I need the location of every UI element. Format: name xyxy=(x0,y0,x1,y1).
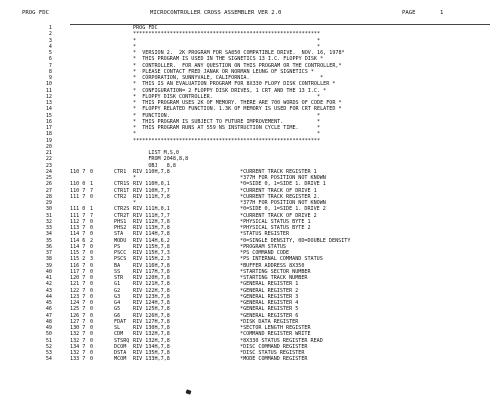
label: G5 xyxy=(114,306,121,313)
line-number: 23 xyxy=(45,162,52,169)
address: 112 7 xyxy=(70,218,86,225)
line-number: 38 xyxy=(45,256,52,263)
comment: *GENERAL REGISTER 1 xyxy=(240,281,299,288)
label: STA xyxy=(114,231,124,238)
line-number: 45 xyxy=(45,300,52,306)
line-number: 36 xyxy=(45,243,52,250)
source: * CONTROLLER. FOR ANY QUESTION ON THIS PROGRAM OR THE CONTROLLER,* xyxy=(133,62,342,69)
address: 121 7 xyxy=(70,281,86,288)
source: * xyxy=(133,175,137,181)
address: 114 7 xyxy=(70,243,86,250)
source: RIV 130H,7,8 xyxy=(133,325,170,331)
label: G3 xyxy=(114,293,121,300)
comment: *8X330 STATUS REGISTER READ xyxy=(240,337,323,344)
line-number: 48 xyxy=(45,318,52,325)
line-number: 40 xyxy=(45,268,52,275)
line-number: 49 xyxy=(45,325,52,331)
source: RIV 111H,7,7 xyxy=(133,212,170,219)
object-code: 0 xyxy=(90,275,94,281)
source: * THIS PROGRAM RUNS AT 559 NS INSTRUCTION CYCLE TIME. * xyxy=(133,125,321,131)
label: G4 xyxy=(114,300,121,306)
address: 115 7 xyxy=(70,250,86,256)
object-code: 0 xyxy=(90,287,94,294)
address: 116 7 xyxy=(70,262,86,269)
assembly-listing xyxy=(0,25,500,363)
address: 132 7 xyxy=(70,331,86,338)
line-number: 24 xyxy=(45,168,52,175)
comment: *GENERAL REGISTER 4 xyxy=(240,300,299,306)
source: * CONFIGURATION= 2 FLOPPY DISK DRIVES, 1 CRT AND THE 13 I.C. * xyxy=(133,87,327,94)
object-code: 0 xyxy=(90,300,94,306)
address: 114 6 xyxy=(70,237,86,244)
line-number: 12 xyxy=(45,93,52,100)
source: * THIS PROGRAM IS SUBJECT TO FUTURE IMPROVEMENT. * xyxy=(133,118,321,125)
object-code: 0 xyxy=(90,318,94,325)
line-number: 50 xyxy=(45,331,52,338)
line-number: 1 xyxy=(48,25,52,31)
line-number: 34 xyxy=(45,231,52,238)
comment: *CURRENT TRACK REGISTER 2. xyxy=(240,193,320,200)
source: RIV 133H,7,8 xyxy=(133,356,170,363)
line-number: 19 xyxy=(45,137,52,144)
address: 124 7 xyxy=(70,300,86,306)
source: RIV 121H,7,8 xyxy=(133,281,170,288)
address: 133 7 xyxy=(70,356,86,363)
label: STR xyxy=(114,275,124,281)
line-number: 44 xyxy=(45,293,52,300)
object-code: 1 xyxy=(90,181,94,188)
line-number: 32 xyxy=(45,218,52,225)
line-number: 33 xyxy=(45,225,52,231)
line-number: 3 xyxy=(48,37,52,44)
source: * FLOPPY DISK CONTROLLER. * xyxy=(133,93,321,100)
address: 111 7 xyxy=(70,193,86,200)
source: * THIS PROGRAM IS USED IN THE SIGNETICS 13 I.C. FLOPPY DISK * xyxy=(133,56,324,63)
label: CTR1 xyxy=(114,168,127,175)
source: RIV 127H,7,8 xyxy=(133,318,170,325)
label: CTR2 xyxy=(114,193,127,200)
address: 125 7 xyxy=(70,306,86,313)
line-number: 18 xyxy=(45,131,52,138)
object-code: 7 xyxy=(90,212,94,219)
comment: *0=SIDE 0, 1=SIDE 1. DRIVE 2 xyxy=(240,206,326,213)
object-code: 0 xyxy=(90,356,94,363)
object-code: 0 xyxy=(90,293,94,300)
page-number: 1 xyxy=(440,10,444,16)
comment: *PS INTERNAL COMMAND STATUS xyxy=(240,256,323,263)
listing-header xyxy=(0,8,500,18)
object-code: 0 xyxy=(90,250,94,256)
object-code: 0 xyxy=(90,231,94,238)
line-number: 2 xyxy=(48,31,52,38)
label: DSTA xyxy=(114,350,127,356)
source: RIV 117H,7,8 xyxy=(133,268,170,275)
line-number: 41 xyxy=(45,275,52,281)
source: RIV 116H,7,8 xyxy=(133,262,170,269)
object-code: 0 xyxy=(90,337,94,344)
comment: *STATUS REGISTER xyxy=(240,231,290,238)
line-number: 17 xyxy=(45,125,52,131)
comment: *DISC STATUS REGISTER xyxy=(240,350,305,356)
object-code: 0 xyxy=(90,306,94,313)
address: 126 7 xyxy=(70,312,86,319)
line-number: 47 xyxy=(45,312,52,319)
object-code: 0 xyxy=(90,312,94,319)
object-code: 0 xyxy=(90,343,94,350)
label: PS xyxy=(114,243,121,250)
source: * THIS PROGRAM USES 2K OF MEMORY. THERE ARE 700 WORDS OF CODE FOR * xyxy=(133,100,342,106)
object-code: 0 xyxy=(90,350,94,356)
comment: *STARTING TRACK NUMBER xyxy=(240,275,308,281)
comment: *STARTING SECTOR NUMBER xyxy=(240,268,311,275)
object-code: 1 xyxy=(90,206,94,213)
source: RIV 114H,7,8 xyxy=(133,231,170,238)
source: RIV 115H,7,3 xyxy=(133,250,170,256)
source: RIV 123H,7,8 xyxy=(133,293,170,300)
comment: *PHYSICAL STATUS BYTE 2 xyxy=(240,225,311,231)
line-number: 4 xyxy=(48,43,52,50)
object-code: 3 xyxy=(90,256,94,263)
source: RIV 112H,7,8 xyxy=(133,218,170,225)
line-number: 54 xyxy=(45,356,52,363)
source: RIV 122H,7,8 xyxy=(133,287,170,294)
label: PHS1 xyxy=(114,218,127,225)
line-number: 11 xyxy=(45,87,52,94)
line-number: 39 xyxy=(45,262,52,269)
object-code: 0 xyxy=(90,168,94,175)
line-number: 26 xyxy=(45,181,52,188)
line-number: 42 xyxy=(45,281,52,288)
line-number: 25 xyxy=(45,175,52,181)
line-number: 37 xyxy=(45,250,52,256)
label: G6 xyxy=(114,312,121,319)
line-number: 27 xyxy=(45,187,52,194)
address: 127 7 xyxy=(70,318,86,325)
label: STSRQ xyxy=(114,337,130,344)
label: CDM xyxy=(114,331,124,338)
comment: *BUFFER ADDRESS 8X350 xyxy=(240,262,305,269)
comment: *377H FOR POSITION NOT KNOWN xyxy=(240,200,326,206)
object-code: 7 xyxy=(90,187,94,194)
object-code: 0 xyxy=(90,325,94,331)
source: * * xyxy=(133,131,321,138)
line-number: 6 xyxy=(48,56,52,63)
source: RIV 110H,7,7 xyxy=(133,187,170,194)
object-code: 0 xyxy=(90,262,94,269)
comment: *0=SIDE 0, 1=SIDE 1. DRIVE 1 xyxy=(240,181,326,188)
program-name: PROG FDC xyxy=(22,10,49,16)
label: SS xyxy=(114,268,121,275)
source: RIV 115H,7,8 xyxy=(133,243,170,250)
label: CTR1S xyxy=(114,181,130,188)
line-number: 53 xyxy=(45,350,52,356)
source: PROG FDC xyxy=(133,25,158,31)
line-number: 30 xyxy=(45,206,52,213)
address: 110 7 xyxy=(70,168,86,175)
line-number: 21 xyxy=(45,150,52,156)
source: ************************************************************* xyxy=(133,137,321,144)
line-number: 8 xyxy=(48,68,52,75)
address: 113 7 xyxy=(70,225,86,231)
label: CTR2T xyxy=(114,212,130,219)
source: * CORPORATION, SUNNYVALE, CALIFORNIA. * xyxy=(133,75,324,81)
object-code: 0 xyxy=(90,193,94,200)
address: 130 7 xyxy=(70,325,86,331)
assembler-title: MICROCONTROLLER CROSS ASSEMBLER VER 2.0 xyxy=(150,10,282,16)
listing-line xyxy=(0,356,500,362)
comment: *GENERAL REGISTER 2 xyxy=(240,287,299,294)
line-number: 51 xyxy=(45,337,52,344)
line-number: 46 xyxy=(45,306,52,313)
comment: *PHYSICAL STATUS BYTE 1 xyxy=(240,218,311,225)
label: PSCS xyxy=(114,256,127,263)
source: * VERSION 2. 2K PROGRAM FOR SA850 COMPATIBLE DRIVE. NOV. 16, 1978* xyxy=(133,50,345,56)
source: LIST M,S,0 xyxy=(133,150,180,156)
object-code: 0 xyxy=(90,243,94,250)
line-number: 20 xyxy=(45,143,52,150)
address: 120 7 xyxy=(70,275,86,281)
source: RIV 115H,2,3 xyxy=(133,256,170,263)
source: RIV 135H,7,8 xyxy=(133,350,170,356)
comment: *GENERAL REGISTER 5 xyxy=(240,306,299,313)
source: RIV 111H,0,1 xyxy=(133,206,170,213)
object-code: 0 xyxy=(90,331,94,338)
address: 132 7 xyxy=(70,350,86,356)
line-number: 13 xyxy=(45,100,52,106)
source: * THIS IS AN EVALUATION PROGRAM FOR 8X330 FLOPY DISK CONTROLLER * xyxy=(133,81,336,88)
source: RIV 125H,7,8 xyxy=(133,306,170,313)
line-number: 5 xyxy=(48,50,52,56)
source: * * xyxy=(133,37,321,44)
address: 122 7 xyxy=(70,287,86,294)
comment: *CURRENT TRACK OF DRIVE 1 xyxy=(240,187,317,194)
label: MODU xyxy=(114,237,127,244)
comment: *MODE COMMAND REGISTER xyxy=(240,356,308,363)
line-number: 7 xyxy=(48,62,52,69)
line-number: 43 xyxy=(45,287,52,294)
source: * FLOPPY RELATED FUNCTION. 1.3K OF MEMORY IS USED FOR CRT RELATED * xyxy=(133,106,342,113)
source: ************************************************************* xyxy=(133,31,321,38)
address: 114 7 xyxy=(70,231,86,238)
label: G2 xyxy=(114,287,121,294)
comment: *377H FOR POSITION NOT KNOWN xyxy=(240,175,326,181)
address: 134 7 xyxy=(70,343,86,350)
source: RIV 120H,7,8 xyxy=(133,275,170,281)
source: OBJ 8,8 xyxy=(133,162,176,169)
label: CTR1T xyxy=(114,187,130,194)
line-number: 14 xyxy=(45,106,52,113)
comment: *DISK DATA REGISTER xyxy=(240,318,299,325)
source: * * xyxy=(133,43,321,50)
object-code: 0 xyxy=(90,225,94,231)
label: PHS2 xyxy=(114,225,127,231)
source: RIV 111H,7,8 xyxy=(133,193,170,200)
label: MCOM xyxy=(114,356,127,363)
comment: *PS COMMAND CODE xyxy=(240,250,290,256)
source: RIV 132H,7,8 xyxy=(133,331,170,338)
line-number: 35 xyxy=(45,237,52,244)
address: 111 0 xyxy=(70,206,86,213)
address: 117 7 xyxy=(70,268,86,275)
comment: *GENERAL REGISTER 6 xyxy=(240,312,299,319)
label: SL xyxy=(114,325,121,331)
address: 110 7 xyxy=(70,187,86,194)
address: 110 0 xyxy=(70,181,86,188)
comment: *GENERAL REGISTER 3 xyxy=(240,293,299,300)
object-code: 0 xyxy=(90,268,94,275)
address: 111 7 xyxy=(70,212,86,219)
address: 115 2 xyxy=(70,256,86,263)
line-number: 15 xyxy=(45,112,52,119)
comment: *COMMAND REGISTER WRITE xyxy=(240,331,311,338)
comment: *SECTOR LENGTH REGISTER xyxy=(240,325,311,331)
source: RIV 110H,7,8 xyxy=(133,168,170,175)
object-code: 0 xyxy=(90,218,94,225)
comment: *CURRENT TRACK REGISTER 1 xyxy=(240,168,317,175)
ink-mark xyxy=(185,389,191,394)
line-number: 52 xyxy=(45,343,52,350)
line-number: 29 xyxy=(45,200,52,206)
source: RIV 113H,7,8 xyxy=(133,225,170,231)
source: RIV 134H,7,8 xyxy=(133,343,170,350)
object-code: 2 xyxy=(90,237,94,244)
source: FROM 2048,8,8 xyxy=(133,156,189,163)
address: 123 7 xyxy=(70,293,86,300)
label: DCOM xyxy=(114,343,127,350)
source: RIV 110H,0,1 xyxy=(133,181,170,188)
line-number: 31 xyxy=(45,212,52,219)
line-number: 22 xyxy=(45,156,52,163)
label: BA xyxy=(114,262,121,269)
source: RIV 132H,7,8 xyxy=(133,337,170,344)
line-number: 16 xyxy=(45,118,52,125)
source: RIV 124H,7,8 xyxy=(133,300,170,306)
comment: *PROGRAM STATUS xyxy=(240,243,287,250)
address: 132 7 xyxy=(70,337,86,344)
source: * xyxy=(133,200,137,206)
source: * PLEASE CONTACT FRED JANAK OR NORMAN LEUNG OF SIGNETICS * xyxy=(133,68,314,75)
source: * FUNCTION. * xyxy=(133,112,321,119)
label: FDAT xyxy=(114,318,127,325)
comment: *CURRENT TRACK OF DRIVE 2 xyxy=(240,212,317,219)
label: CTR2S xyxy=(114,206,130,213)
line-number: 9 xyxy=(48,75,52,81)
source: RIV 114H,6,2 xyxy=(133,237,170,244)
line-number: 28 xyxy=(45,193,52,200)
label: PSCC xyxy=(114,250,127,256)
comment: *0=SINGLE DENSITY, 0D=DOUBLE DENSITY xyxy=(240,237,351,244)
page-label: PAGE xyxy=(402,10,416,16)
line-number: 10 xyxy=(45,81,52,88)
object-code: 0 xyxy=(90,281,94,288)
comment: *DISC COMMAND REGISTER xyxy=(240,343,308,350)
source: RIV 126H,7,8 xyxy=(133,312,170,319)
label: G1 xyxy=(114,281,121,288)
